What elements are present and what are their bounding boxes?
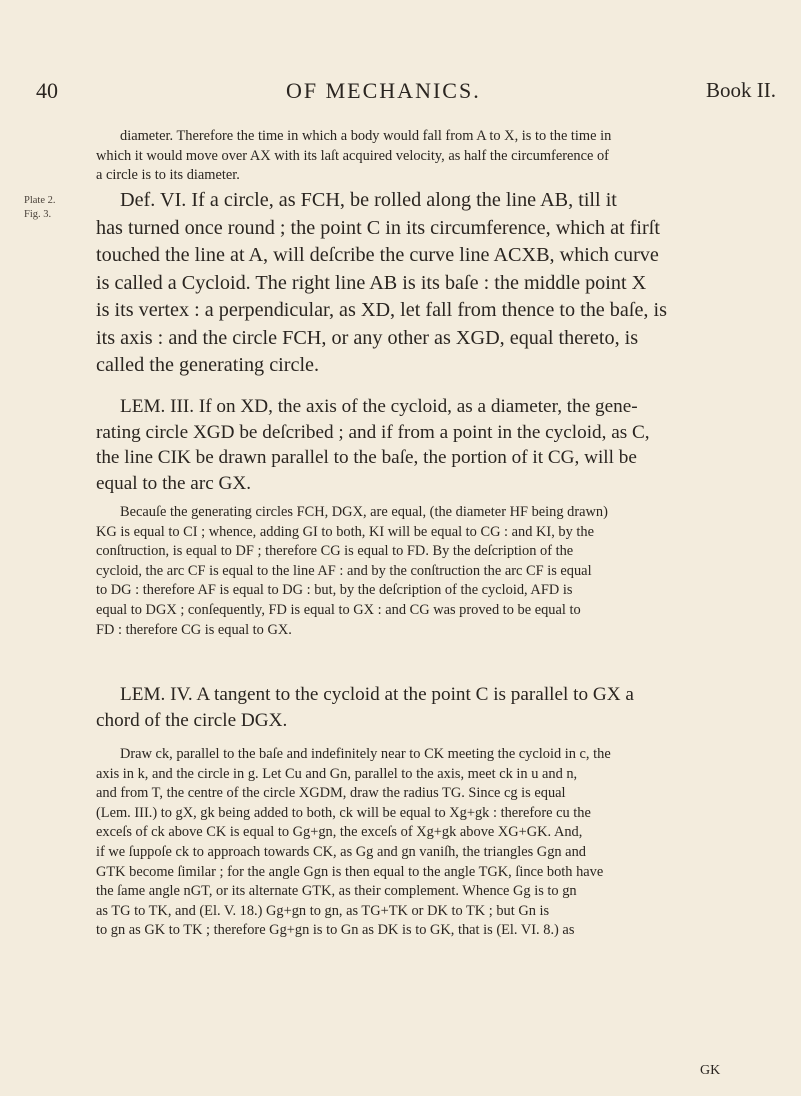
text-line: FD : therefore CG is equal to GX. (96, 621, 292, 638)
text-line: rating circle XGD be deſcribed ; and if from a point in the cycloid, as C, (96, 421, 650, 443)
text-line: called the generating circle. (96, 354, 320, 376)
text-line: chord of the circle DGX. (96, 709, 288, 731)
text-line: cycloid, the arc CF is equal to the line AF : and by the conſtruction the arc CF is equal (96, 562, 592, 579)
text-line: Def. VI. If a circle, as FCH, be rolled along the line AB, till it (120, 189, 617, 211)
text-line: diameter. Therefore the time in which a body would fall from A to X, is to the time in (120, 128, 612, 144)
definition-paragraph (96, 187, 758, 380)
text-line: equal to DGX ; conſequently, FD is equal to GX : and CG was proved to be equal to (96, 601, 581, 618)
text-line: touched the line at A, will deſcribe the curve line ACXB, which curve (96, 244, 659, 266)
text-line: Becauſe the generating circles FCH, DGX, are equal, (the diameter HF being drawn) (120, 504, 608, 520)
text-line: equal to the arc GX. (96, 472, 252, 494)
text-line: a circle is to its diameter. (96, 167, 240, 184)
text-line: conſtruction, is equal to DF ; therefore CG is equal to FD. By the deſcription of the (96, 543, 574, 560)
running-head (36, 78, 776, 108)
catchword: GK (700, 1063, 721, 1078)
lemma-4-statement (96, 682, 758, 733)
text-line: LEM. IV. A tangent to the cycloid at the point C is parallel to GX a (120, 684, 634, 705)
text-line: is called a Cycloid. The right line AB is its baſe : the middle point X (96, 271, 647, 294)
text-line: has turned once round ; the point C in its circumference, which at firſt (96, 216, 660, 239)
text-line: is its vertex : a perpendicular, as XD, let fall from thence to the baſe, is (96, 299, 667, 321)
text-line: if we ſuppoſe ck to approach towards CK, as Gg and gn vaniſh, the triangles Ggn and (96, 843, 586, 860)
text-line: (Lem. III.) to gX, gk being added to both, ck will be equal to Xg+gk : therefore cu the (96, 804, 591, 821)
running-book-label: Book II. (706, 78, 776, 102)
lemma-4-proof (96, 745, 758, 941)
text-line: LEM. III. If on XD, the axis of the cycloid, as a diameter, the gene- (120, 396, 638, 417)
margin-note-plate: Plate 2. (24, 195, 56, 206)
text-line: as TG to TK, and (El. V. 18.) Gg+gn to gn, as TG+TK or DK to TK ; but Gn is (96, 902, 550, 919)
text-line: which it would move over AX with its laſt acquired velocity, as half the circumference of (96, 147, 609, 164)
page-number: 40 (36, 78, 58, 103)
text-line: to DG : therefore AF is equal to DG : but, by the deſcription of the cycloid, AFD is (96, 582, 573, 599)
lemma-3-statement (96, 394, 758, 496)
margin-note-figure: Fig. 3. (24, 209, 52, 220)
text-line: GTK become ſimilar ; for the angle Ggn is then equal to the angle TGK, ſince both have (96, 863, 604, 880)
text-line: KG is equal to CI ; whence, adding GI to both, KI will be equal to CG : and KI, by the (96, 523, 594, 540)
intro-paragraph (96, 127, 758, 186)
text-line: Draw ck, parallel to the baſe and indefinitely near to CK meeting the cycloid in c, the (120, 746, 611, 762)
text-line: the ſame angle nGT, or its alternate GTK, as their complement. Whence Gg is to gn (96, 883, 577, 900)
text-line: its axis : and the circle FCH, or any other as XGD, equal thereto, is (96, 326, 639, 349)
text-line: to gn as GK to TK ; therefore Gg+gn is to Gn as DK is to GK, that is (El. VI. 8.) as (96, 922, 575, 939)
running-title: OF MECHANICS. (286, 78, 481, 103)
text-line: axis in k, and the circle in g. Let Cu and Gn, parallel to the axis, meet ck in u and n, (96, 765, 578, 782)
text-line: the line CIK be drawn parallel to the baſe, the portion of it CG, will be (96, 447, 637, 468)
text-line: exceſs of ck above CK is equal to Gg+gn, the exceſs of Xg+gk above XG+GK. And, (96, 824, 583, 841)
lemma-3-proof (96, 503, 758, 640)
text-line: and from T, the centre of the circle XGDM, draw the radius TG. Since cg is equal (96, 785, 566, 802)
